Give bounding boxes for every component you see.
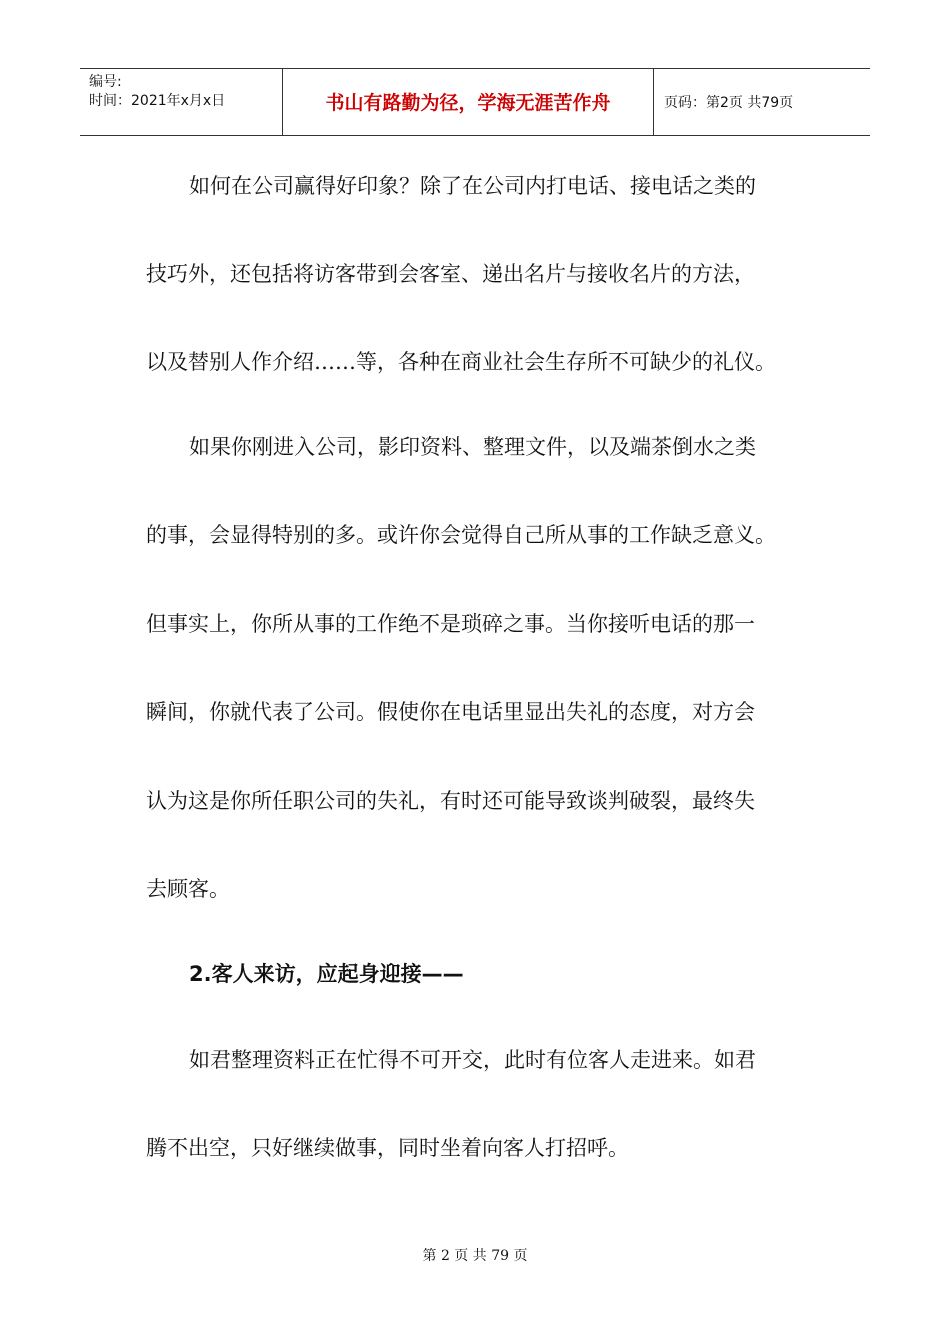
body-line: 以及替别人作介绍……等，各种在商业社会生存所不可缺少的礼仪。 xyxy=(146,350,776,374)
header-meta xyxy=(80,69,282,135)
body-line: 如君整理资料正在忙得不可开交，此时有位客人走进来。如君 xyxy=(189,1048,756,1072)
number-label: 编号: xyxy=(89,74,122,90)
body-line: 但事实上，你所从事的工作绝不是琐碎之事。当你接听电话的那一 xyxy=(146,612,755,636)
body-line: 腾不出空，只好继续做事，同时坐着向客人打招呼。 xyxy=(146,1136,629,1160)
body-line: 的事，会显得特别的多。或许你会觉得自己所从事的工作缺乏意义。 xyxy=(146,523,776,547)
body-line: 如果你刚进入公司，影印资料、整理文件，以及端茶倒水之类 xyxy=(189,435,756,459)
body-line: 认为这是你所任职公司的失礼，有时还可能导致谈判破裂，最终失 xyxy=(146,789,755,813)
header-page-info: 页码：第2页 共79页 xyxy=(664,95,794,111)
page-header xyxy=(80,68,870,136)
header-motto: 书山有路勤为径，学海无涯苦作舟 xyxy=(282,69,654,135)
time-label: 时间：2021年x月x日 xyxy=(89,93,226,109)
body-line: 去顾客。 xyxy=(146,877,230,901)
body-line: 瞬间，你就代表了公司。假使你在电话里显出失礼的态度，对方会 xyxy=(146,700,755,724)
body-line: 技巧外，还包括将访客带到会客室、递出名片与接收名片的方法， xyxy=(146,262,755,286)
page-footer: 第 2 页 共 79 页 xyxy=(422,1248,528,1264)
section-heading: 2.客人来访，应起身迎接—— xyxy=(189,962,464,986)
body-line: 如何在公司赢得好印象？除了在公司内打电话、接电话之类的 xyxy=(189,174,756,198)
